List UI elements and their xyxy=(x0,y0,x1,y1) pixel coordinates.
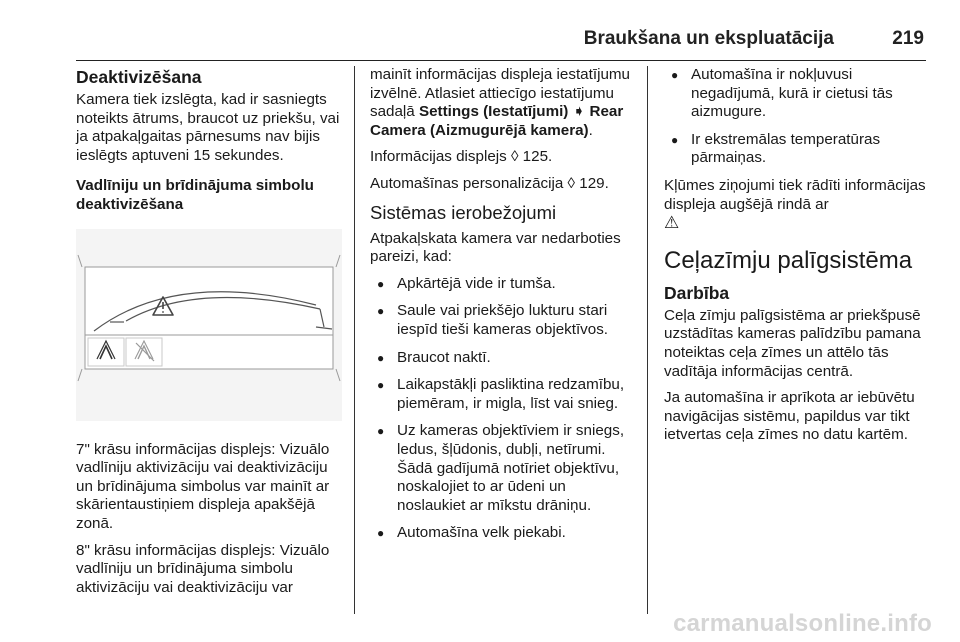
list-item: ● Ir ekstremālas temperatūras pārmaiņas. xyxy=(664,131,928,168)
column-2 xyxy=(370,66,636,552)
cross-reference-display: Informācijas displejs ◊ 125. xyxy=(370,148,553,166)
subheading-operation: Darbība xyxy=(664,282,730,303)
list-item: ● Uz kameras objektīviem ir sniegs, ledus, šļūdonis, dubļi, netīrumi. Šādā gadījumā notīriet objektīvu, noskalojiet to ar ūdeni un noslaukiet ar mīkstu drāniņu. xyxy=(370,422,636,515)
section-heading-deactivation: Deaktivizēšana xyxy=(76,67,202,87)
section-heading-limitations: Sistēmas ierobežojumi xyxy=(370,201,557,223)
section-heading-traffic-sign-assistant: Ceļazīmju palīgsistēma xyxy=(664,246,913,274)
column-1 xyxy=(76,66,342,605)
page-number: 219 xyxy=(892,28,924,49)
caption-7-inch: 7" krāsu informācijas displejs: Vizuālo vadlīniju aktivizāciju vai deaktivizāciju un brīdinājuma simbolus var mainīt ar skārientaustiņiem displeja apakšējā zonā. xyxy=(76,440,330,532)
caption-8-inch: 8" krāsu informācijas displejs: Vizuālo vadlīniju un brīdinājuma simbolu aktivizāciju vai deaktivizāciju var xyxy=(76,541,330,596)
text: mainīt informācijas displeja iestatījumu izvēlnē. Atlasiet attiecīgo iestatījumu sadaļā xyxy=(370,66,630,121)
list-item: ● Laikapstākļi pasliktina redzamību, piemēram, ir migla, līst vai snieg. xyxy=(370,376,636,413)
column-divider-1 xyxy=(354,66,355,614)
text: . xyxy=(588,121,593,139)
paragraph: Ceļa zīmju palīgsistēma ar priekšpusē uzstādītas kameras palīdzību pamana noteiktas ceļa zīmes un attēlo tās vadītāja informācijas centrā. xyxy=(664,306,921,380)
list-item: ● Automašīna velk piekabi. xyxy=(370,524,636,543)
paragraph: Atpakaļskata kamera var nedarboties pareizi, kad: xyxy=(370,229,621,266)
watermark: carmanualsonline.info xyxy=(673,610,932,637)
paragraph-error-messages xyxy=(664,177,928,234)
list-item: ● Saule vai priekšējo lukturu stari iespīd tieši kameras objektīvos. xyxy=(370,302,636,339)
page-header xyxy=(76,26,926,61)
list-item: ● Braucot naktī. xyxy=(370,349,636,368)
paragraph: Ja automašīna ir aprīkota ar iebūvētu navigācijas sistēmu, papildus var tikt ietvertas ceļa zīmes no datu kartēm. xyxy=(664,389,915,444)
list-item: ● Apkārtējā vide ir tumša. xyxy=(370,275,636,294)
settings-menu-path: Settings (Iestatījumi) ➧ Rear Camera (Aizmugurējā kamera) xyxy=(370,103,624,139)
column-divider-2 xyxy=(647,66,648,614)
paragraph-settings xyxy=(370,66,636,140)
rear-camera-illustration xyxy=(76,229,342,421)
list-item: ● Automašīna ir nokļuvusi negadījumā, kurā ir cietusi tās aizmugure. xyxy=(664,66,928,122)
paragraph: Kamera tiek izslēgta, kad ir sasniegts noteikts ātrums, braucot uz priekšu, vai ja atpakaļgaitas pārnesums nav bijis ieslēgts aptuveni 15 sekundes. xyxy=(76,91,340,164)
warning-icon: ⚠ xyxy=(664,213,680,233)
camera-display-figure xyxy=(76,229,342,421)
limitations-list xyxy=(370,275,636,543)
subheading-guideline-deactivation: Vadlīniju un brīdinājuma simbolu deaktivizēšana xyxy=(76,177,314,213)
text: Kļūmes ziņojumi tiek rādīti informācijas displeja augšējā rindā ar xyxy=(664,176,926,213)
cross-reference-personalization: Automašīnas personalizācija ◊ 129. xyxy=(370,174,609,192)
column-3 xyxy=(664,66,928,453)
chapter-title: Braukšana un ekspluatācija xyxy=(583,28,834,49)
limitations-list-continued xyxy=(664,66,928,168)
